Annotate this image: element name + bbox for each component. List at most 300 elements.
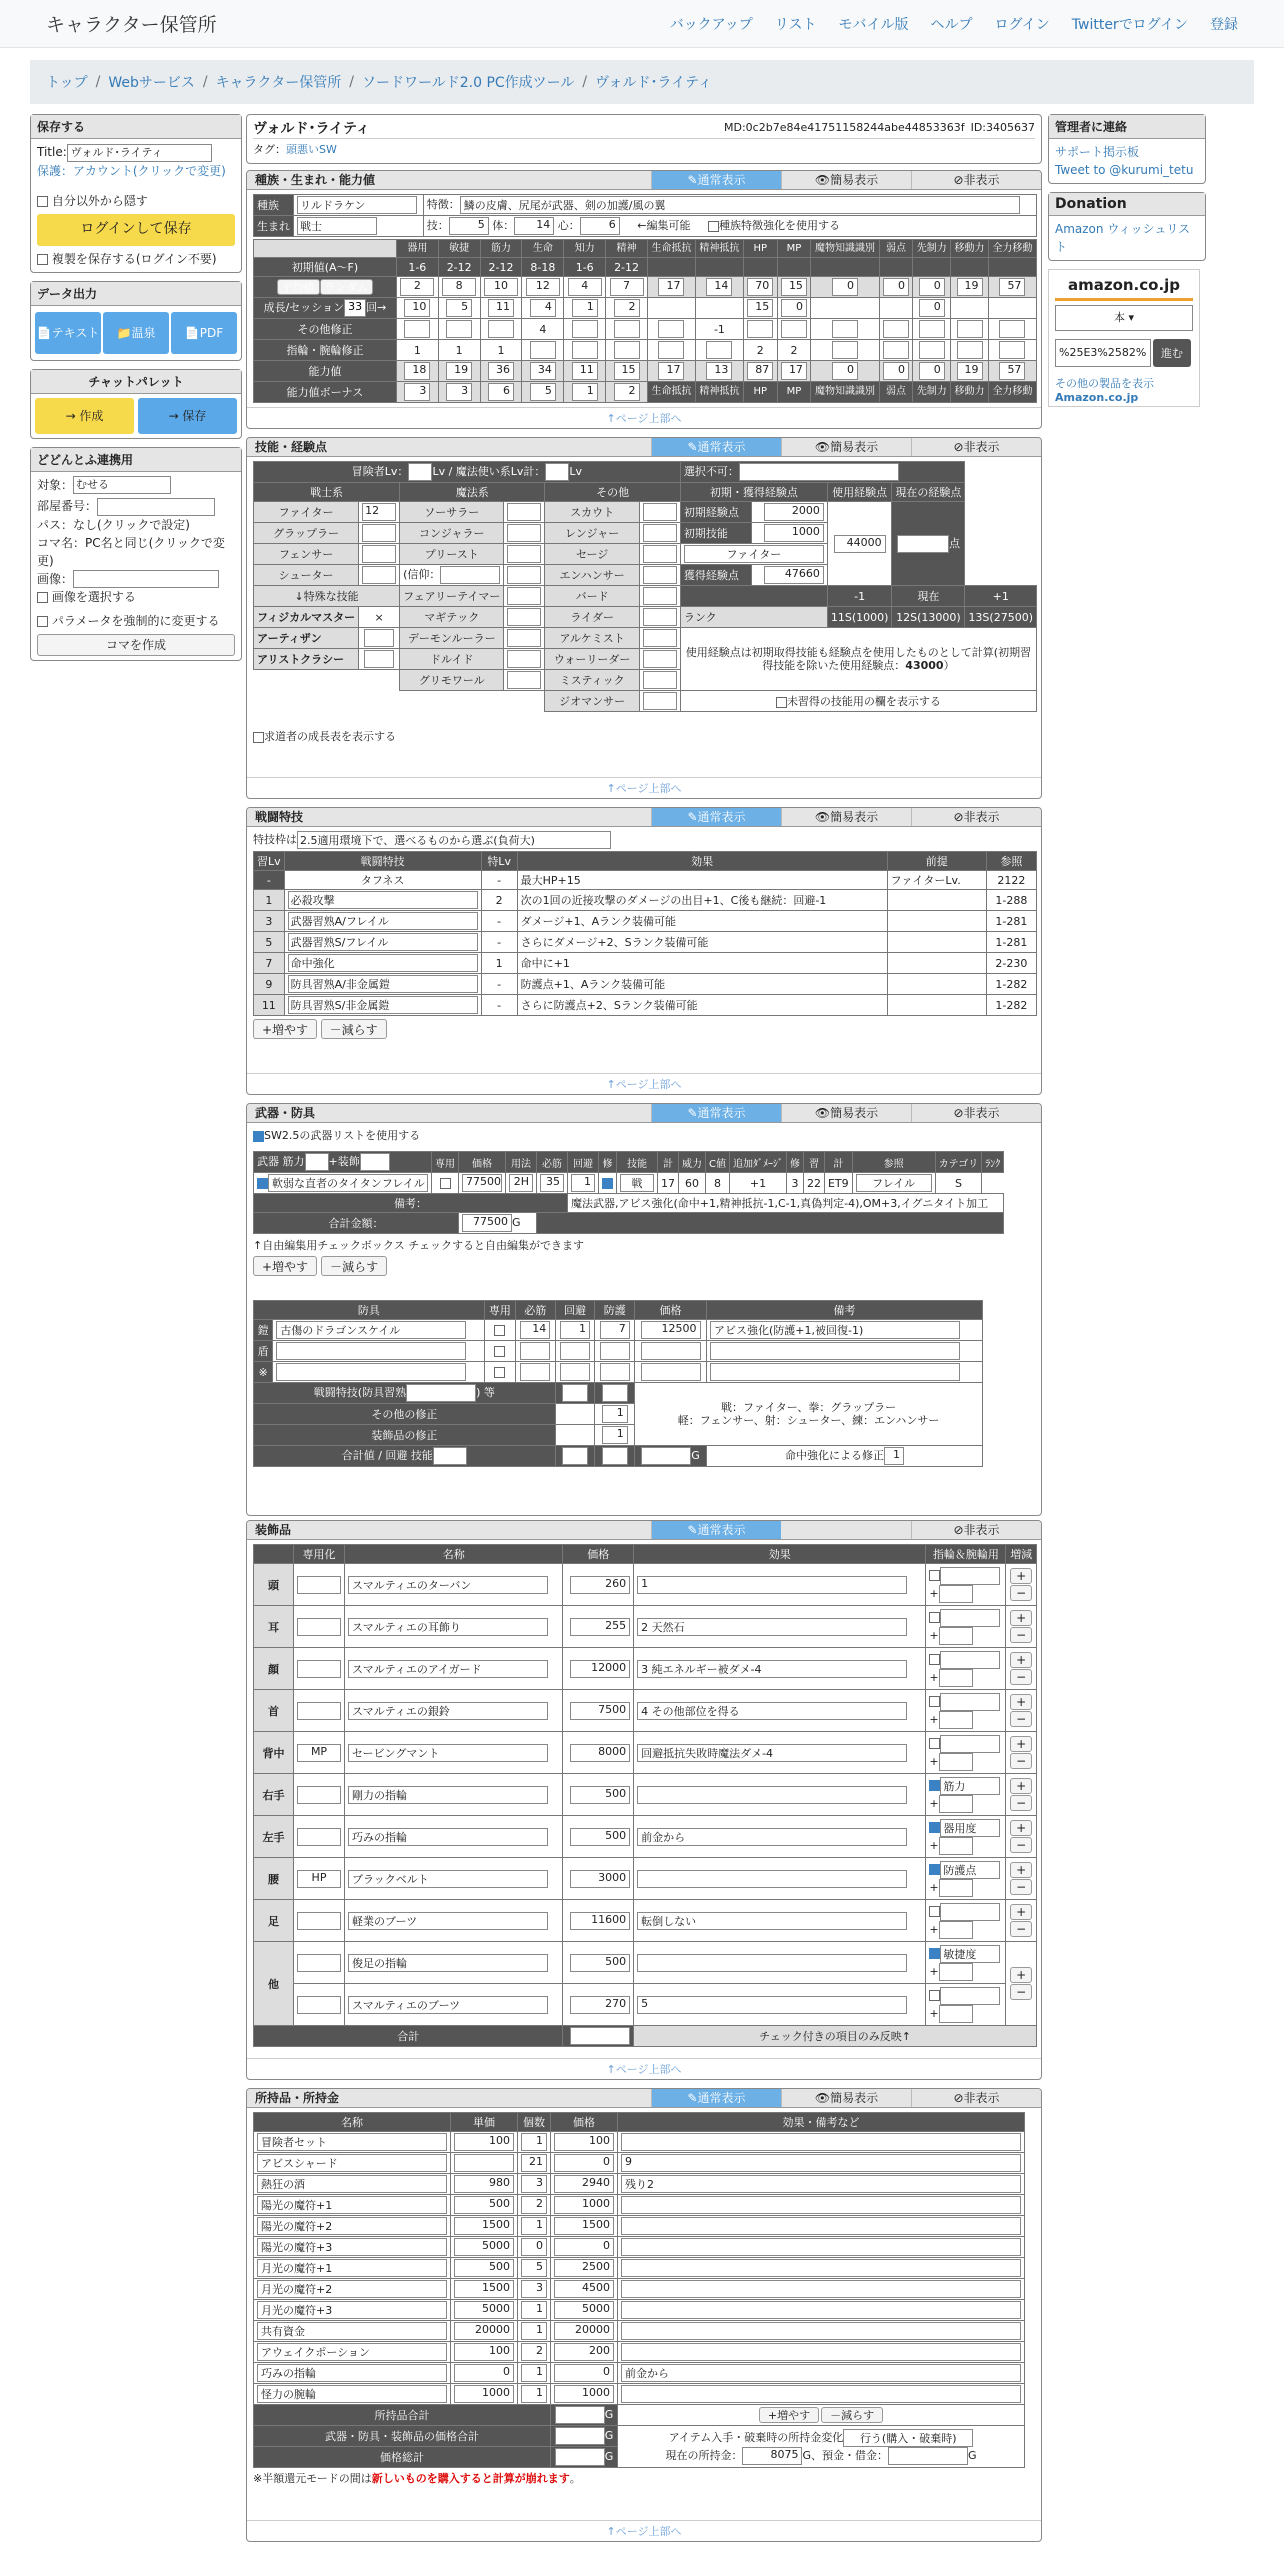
war-skill-level[interactable] — [362, 524, 396, 542]
other-skill-level[interactable] — [643, 650, 677, 668]
nav-link[interactable]: バックアップ — [669, 16, 753, 33]
item-num[interactable]: 0 — [554, 2364, 614, 2382]
item-num[interactable]: 2 — [521, 2343, 547, 2361]
init-select[interactable]: 10 — [484, 278, 518, 296]
war-skill-level[interactable] — [362, 566, 396, 584]
acc-ring-select[interactable] — [940, 1651, 1000, 1669]
feats-pagetop-link[interactable]: ↑ページ上部へ — [247, 1073, 1041, 1094]
armor-name[interactable]: 古傷のドラゴンスケイル — [276, 1321, 466, 1339]
acc-effect[interactable]: 転倒しない — [637, 1912, 907, 1930]
acc-special-select[interactable] — [297, 1828, 341, 1846]
armor-def[interactable] — [600, 1363, 630, 1381]
amazon-other-link2[interactable]: Amazon.co.jp — [1055, 391, 1139, 404]
acc-price[interactable]: 11600 — [570, 1912, 630, 1930]
acc-plus-button[interactable]: + — [1010, 1967, 1032, 1983]
hit-value[interactable]: 1 — [884, 1447, 904, 1465]
weapon-need[interactable]: 35 — [540, 1174, 564, 1192]
armor-feat-select[interactable]: 非金属鎧 — [406, 1384, 476, 1402]
item-inc-button[interactable]: +増やす — [759, 2407, 819, 2423]
other-input[interactable] — [999, 320, 1025, 338]
title-input[interactable]: ヴォルド･ライティ — [67, 144, 212, 162]
acc-pagetop-link[interactable]: ↑ページ上部へ — [247, 2058, 1041, 2079]
acc-minus-button[interactable]: − — [1010, 1669, 1032, 1685]
feat-name-select[interactable]: 必殺攻撃 — [288, 891, 478, 909]
acc-effect[interactable]: 1 — [637, 1576, 907, 1594]
other-skill-level[interactable] — [643, 692, 677, 710]
acc-ring-checkbox[interactable] — [929, 1738, 940, 1749]
acc-ring-select[interactable] — [940, 1987, 1000, 2005]
armor-own-checkbox[interactable] — [494, 1325, 505, 1336]
nav-link[interactable]: Twitterでログイン — [1071, 16, 1188, 33]
make-koma-button[interactable]: コマを作成 — [37, 634, 235, 656]
init-value[interactable]: 14 — [706, 278, 732, 296]
acc-ring-checkbox[interactable] — [929, 1612, 940, 1623]
other-skill-level[interactable] — [643, 608, 677, 626]
init-skill-select[interactable]: ファイター — [684, 545, 824, 563]
acc-special-select[interactable] — [297, 1786, 341, 1804]
armor-price[interactable] — [641, 1342, 701, 1360]
feat-dec-button[interactable]: －減らす — [321, 1019, 387, 1039]
acc-price[interactable]: 3000 — [570, 1870, 630, 1888]
acc-effect[interactable]: 2 天然石 — [637, 1618, 907, 1636]
feats-normal-tab[interactable]: ✎通常表示 — [651, 808, 781, 826]
pdf-output-button[interactable]: 📄 PDF — [171, 312, 237, 354]
items-pagetop-link[interactable]: ↑ページ上部へ — [247, 2520, 1041, 2541]
other-input[interactable] — [572, 320, 598, 338]
mag-skill-level[interactable] — [507, 503, 541, 521]
acc-name[interactable]: 巧みの指輪 — [348, 1828, 548, 1846]
item-effect[interactable] — [621, 2133, 1021, 2151]
nav-link[interactable]: ログイン — [994, 16, 1050, 33]
armor-skill-select[interactable]: 戦 — [433, 1447, 467, 1465]
now-exp[interactable]: 6660 — [897, 535, 949, 553]
mag-skill-level[interactable] — [507, 671, 541, 689]
other-input[interactable] — [404, 320, 430, 338]
item-effect[interactable] — [621, 2259, 1021, 2277]
acc-ring-checkbox[interactable] — [929, 1654, 940, 1665]
arts-value[interactable]: 1 — [455, 343, 463, 357]
acc-minus-button[interactable]: − — [1010, 1837, 1032, 1853]
acc-price[interactable]: 500 — [570, 1954, 630, 1972]
crumb-link[interactable]: Webサービス — [108, 75, 195, 91]
other-skill-level[interactable] — [643, 524, 677, 542]
mag-skill-level[interactable] — [507, 524, 541, 542]
init-value[interactable]: 17 — [658, 278, 684, 296]
growth-value[interactable]: 4 — [530, 299, 556, 317]
arts-value[interactable]: 1 — [413, 343, 421, 357]
item-effect[interactable] — [621, 2280, 1021, 2298]
acc-ring-select[interactable]: 器用度 — [940, 1819, 1000, 1837]
acc-plus-button[interactable]: + — [1010, 1736, 1032, 1752]
crumb-link[interactable]: キャラクター保管所 — [215, 75, 342, 91]
acc-price[interactable]: 255 — [570, 1618, 630, 1636]
skills-simple-tab[interactable]: 👁簡易表示 — [781, 438, 911, 456]
armor-dodge[interactable] — [560, 1363, 590, 1381]
acc-plus-button[interactable]: + — [1010, 1820, 1032, 1836]
arts-value[interactable]: 1 — [497, 343, 505, 357]
now-money[interactable]: 8075 — [742, 2447, 802, 2465]
hide-checkbox[interactable] — [37, 196, 48, 207]
item-num[interactable]: 3 — [521, 2175, 547, 2193]
used-exp[interactable]: 44000 — [834, 535, 886, 553]
war-skill-level[interactable]: 12 — [362, 503, 396, 521]
acc-effect[interactable] — [637, 1954, 907, 1972]
armor-note[interactable] — [710, 1342, 960, 1360]
acc-minus-button[interactable]: − — [1010, 1984, 1032, 2000]
weapons-normal-tab[interactable]: ✎通常表示 — [651, 1104, 781, 1122]
item-num[interactable]: 0 — [554, 2154, 614, 2172]
acc-effect[interactable] — [637, 1870, 907, 1888]
growth-value[interactable]: 5 — [446, 299, 472, 317]
item-num[interactable]: 980 — [454, 2175, 514, 2193]
weapon-total[interactable]: 77500 — [462, 1214, 512, 1232]
arts-input[interactable] — [832, 341, 858, 359]
growth-value[interactable]: 0 — [781, 299, 807, 317]
item-num[interactable]: 20000 — [554, 2322, 614, 2340]
growth-value[interactable]: 10 — [404, 299, 430, 317]
amazon-logo[interactable]: amazon.co.jp — [1067, 276, 1181, 294]
armor-total-price-value[interactable]: 12500 — [641, 1447, 691, 1465]
item-name[interactable]: 巧みの指輪 — [257, 2364, 447, 2382]
acc-name[interactable]: スマルティエのターバン — [348, 1576, 548, 1594]
acc-normal-tab[interactable]: ✎通常表示 — [651, 1521, 781, 1539]
arts-input[interactable] — [658, 341, 684, 359]
mag-skill-level[interactable] — [507, 566, 541, 584]
acc-special-select[interactable] — [297, 1996, 341, 2014]
acc-plus-button[interactable]: + — [1010, 1568, 1032, 1584]
item-num[interactable]: 0 — [554, 2238, 614, 2256]
item-num[interactable]: 3 — [521, 2280, 547, 2298]
amazon-go-button[interactable]: 進む — [1153, 339, 1191, 367]
init-select[interactable]: 2 — [400, 278, 434, 296]
feat-name-select[interactable]: 防具習熟A/非金属鎧 — [288, 975, 478, 993]
arts-value[interactable]: 2 — [756, 343, 764, 357]
category-select[interactable]: 本 ▾ — [1055, 305, 1193, 331]
item-num[interactable]: 1 — [521, 2301, 547, 2319]
mag-skill-level[interactable] — [507, 608, 541, 626]
item-num[interactable]: 1500 — [454, 2280, 514, 2298]
acc-ring-value[interactable] — [939, 1837, 973, 1855]
acc-plus-button[interactable]: + — [1010, 1610, 1032, 1626]
feat-name-select[interactable]: 防具習熟S/非金属鎧 — [288, 996, 478, 1014]
armor-own-checkbox[interactable] — [494, 1346, 505, 1357]
other-skill-level[interactable] — [643, 566, 677, 584]
race-select[interactable]: リルドラケン — [297, 196, 417, 214]
acc-ring-value[interactable] — [939, 1711, 973, 1729]
acc-ring-checkbox[interactable] — [929, 1570, 940, 1581]
init-value[interactable]: 0 — [919, 278, 945, 296]
other-skill-level[interactable] — [643, 629, 677, 647]
acc-ring-value[interactable] — [939, 1669, 973, 1687]
item-name[interactable]: 月光の魔符+2 — [257, 2280, 447, 2298]
armor-price[interactable]: 12500 — [641, 1321, 701, 1339]
acc-plus-button[interactable]: + — [1010, 1694, 1032, 1710]
growth-value[interactable]: 11 — [488, 299, 514, 317]
got-exp-input[interactable]: 47660 — [764, 566, 824, 584]
acc-minus-button[interactable]: − — [1010, 1795, 1032, 1811]
item-num[interactable]: 500 — [454, 2196, 514, 2214]
item-effect[interactable] — [621, 2385, 1021, 2403]
init-select[interactable]: 7 — [610, 278, 644, 296]
init-value[interactable]: 70 — [747, 278, 773, 296]
acc-minus-button[interactable]: − — [1010, 1753, 1032, 1769]
weapon-price[interactable]: 77500 — [462, 1174, 502, 1192]
acc-effect[interactable]: 回避抵抗失敗時魔法ダメ-4 — [637, 1744, 907, 1762]
force-checkbox[interactable] — [37, 616, 48, 627]
arts-input[interactable] — [530, 341, 556, 359]
acc-ring-select[interactable]: 敏捷度 — [940, 1945, 1000, 1963]
init-value[interactable]: 0 — [832, 278, 858, 296]
feat-inc-button[interactable]: +増やす — [253, 1019, 317, 1039]
other-skill-level[interactable] — [643, 587, 677, 605]
acc-name[interactable]: ブラックベルト — [348, 1870, 548, 1888]
item-num[interactable]: 5 — [521, 2259, 547, 2277]
acc-name[interactable]: スマルティエの耳飾り — [348, 1618, 548, 1636]
acc-ring-checkbox[interactable] — [929, 1948, 940, 1959]
item-effect[interactable]: 前金から — [621, 2364, 1021, 2382]
acc-ring-select[interactable] — [940, 1903, 1000, 1921]
acc-effect[interactable] — [637, 1786, 907, 1804]
other-input[interactable] — [747, 320, 773, 338]
crumb-link[interactable]: ソードワールド2.0 PC作成ツール — [362, 75, 575, 91]
tai-input[interactable]: 14 — [514, 217, 554, 235]
acc-minus-button[interactable]: − — [1010, 1711, 1032, 1727]
acc-ring-checkbox[interactable] — [929, 1990, 940, 2001]
weapon-use[interactable]: 2H — [509, 1174, 533, 1192]
items-simple-tab[interactable]: 👁簡易表示 — [781, 2089, 911, 2107]
arts-input[interactable] — [919, 341, 945, 359]
tag-link[interactable]: 頭悪いSW — [286, 143, 337, 156]
acc-ring-checkbox[interactable] — [929, 1864, 940, 1875]
growth-value[interactable]: 2 — [614, 299, 640, 317]
acc-ring-checkbox[interactable] — [929, 1906, 940, 1917]
feat-name-select[interactable]: 命中強化 — [288, 954, 478, 972]
init-exp-input[interactable]: 2000 — [764, 503, 824, 521]
growth-checkbox[interactable] — [253, 732, 264, 743]
noselect-input[interactable] — [739, 463, 899, 481]
item-name[interactable]: 陽光の魔符+2 — [257, 2217, 447, 2235]
item-num[interactable]: 100 — [454, 2133, 514, 2151]
armor-other-input[interactable]: 1 — [602, 1405, 628, 1423]
koma-link[interactable]: コマ名：PC名と同じ(クリックで変更) — [37, 535, 225, 568]
item-effect[interactable] — [621, 2238, 1021, 2256]
acc-name[interactable]: スマルティエの銀鈴 — [348, 1702, 548, 1720]
mag-skill-level[interactable] — [507, 629, 541, 647]
shin-input[interactable]: 6 — [580, 217, 620, 235]
war-skill-level[interactable] — [362, 545, 396, 563]
image-input[interactable] — [73, 570, 219, 588]
acc-effect[interactable]: 5 — [637, 1996, 907, 2014]
acc-special-select[interactable] — [297, 1618, 341, 1636]
acc-ring-select[interactable] — [940, 1609, 1000, 1627]
weapons-simple-tab[interactable]: 👁簡易表示 — [781, 1104, 911, 1122]
other-input[interactable] — [781, 320, 807, 338]
item-num[interactable]: 0 — [521, 2238, 547, 2256]
init-select[interactable]: 8 — [442, 278, 476, 296]
acc-ring-checkbox[interactable] — [929, 1696, 940, 1707]
special-skill-select[interactable] — [364, 650, 394, 668]
room-input[interactable] — [97, 498, 215, 516]
item-num[interactable]: 5000 — [454, 2238, 514, 2256]
item-num[interactable]: 2 — [521, 2196, 547, 2214]
magic-level[interactable]: 0 — [545, 463, 569, 481]
race-simple-tab[interactable]: 👁簡易表示 — [781, 171, 911, 189]
acc-ring-select[interactable] — [940, 1567, 1000, 1585]
arts-input[interactable] — [999, 341, 1025, 359]
select-image-checkbox[interactable] — [37, 592, 48, 603]
arts-input[interactable] — [572, 341, 598, 359]
item-num[interactable]: 0 — [454, 2364, 514, 2382]
item-num[interactable]: 500 — [454, 2259, 514, 2277]
armor-def[interactable] — [600, 1342, 630, 1360]
path-link[interactable]: パス：なし(クリックで設定) — [37, 517, 190, 532]
acc-price[interactable]: 8000 — [570, 1744, 630, 1762]
other-skill-level[interactable] — [643, 671, 677, 689]
acc-ring-checkbox[interactable] — [929, 1780, 940, 1791]
item-effect[interactable] — [621, 2301, 1021, 2319]
acc-price[interactable]: 500 — [570, 1828, 630, 1846]
acc-price[interactable]: 7500 — [570, 1702, 630, 1720]
other-input[interactable] — [446, 320, 472, 338]
armor-note[interactable]: アビス強化(防護+1,被回復-1) — [710, 1321, 960, 1339]
crumb-link[interactable]: トップ — [46, 75, 88, 91]
avg-button[interactable]: 平均値 — [277, 279, 320, 295]
mag-skill-level[interactable] — [507, 587, 541, 605]
login-save-button[interactable]: ログインして保存 — [37, 214, 235, 246]
item-num[interactable]: 1 — [521, 2133, 547, 2151]
race-normal-tab[interactable]: ✎通常表示 — [651, 171, 781, 189]
acc-plus-button[interactable]: + — [1010, 1778, 1032, 1794]
arts-input[interactable] — [957, 341, 983, 359]
feats-hidden-tab[interactable]: ⊘非表示 — [911, 808, 1041, 826]
nav-link[interactable]: ヘルプ — [930, 16, 973, 33]
skills-hidden-tab[interactable]: ⊘非表示 — [911, 438, 1041, 456]
acc-price[interactable]: 12000 — [570, 1660, 630, 1678]
armor-def[interactable]: 7 — [600, 1321, 630, 1339]
weapon-acc[interactable]: 1 — [571, 1174, 595, 1192]
armor-feat-value2[interactable]: 4 — [602, 1384, 628, 1402]
weapon-inc-button[interactable]: +増やす — [253, 1256, 317, 1276]
acc-minus-button[interactable]: − — [1010, 1921, 1032, 1937]
armor-total-def-value[interactable]: 13 — [602, 1447, 628, 1465]
feat-name-select[interactable]: 武器習熟A/フレイル — [288, 912, 478, 930]
item-name[interactable]: アビスシャード — [257, 2154, 447, 2172]
acc-effect[interactable]: 3 純エネルギー被ダメ-4 — [637, 1660, 907, 1678]
weapon-cat-select[interactable]: フレイル — [856, 1174, 932, 1192]
nav-link[interactable]: リスト — [774, 16, 817, 33]
skills-normal-tab[interactable]: ✎通常表示 — [651, 438, 781, 456]
item-num[interactable]: 2500 — [554, 2259, 614, 2277]
feat-rule-select[interactable]: 2.5適用環境下で、選べるものから選ぶ(負荷大) — [297, 831, 611, 849]
item-num[interactable]: 1000 — [554, 2196, 614, 2214]
init-value[interactable]: 15 — [781, 278, 807, 296]
item-num[interactable]: 200 — [554, 2343, 614, 2361]
init-skill-input[interactable]: 1000 — [764, 524, 824, 542]
special-skill-select[interactable] — [364, 629, 394, 647]
weapon-str[interactable]: 36 — [305, 1153, 329, 1171]
acc-name[interactable]: セービングマント — [348, 1744, 548, 1762]
armor-need[interactable]: 14 — [520, 1321, 550, 1339]
other-input[interactable] — [614, 320, 640, 338]
other-value[interactable]: 4 — [539, 322, 547, 336]
acc-ring-checkbox[interactable] — [929, 1822, 940, 1833]
sw25-checkbox[interactable] — [253, 1131, 264, 1142]
arts-value[interactable]: 2 — [790, 343, 798, 357]
armor-feat-value1[interactable]: 0 — [562, 1384, 588, 1402]
item-name[interactable]: 怪力の腕輪 — [257, 2385, 447, 2403]
acc-special-select[interactable] — [297, 1702, 341, 1720]
init-value[interactable]: 0 — [883, 278, 909, 296]
acc-minus-button[interactable]: − — [1010, 1879, 1032, 1895]
other-skill-level[interactable] — [643, 545, 677, 563]
acc-price[interactable]: 260 — [570, 1576, 630, 1594]
gi-input[interactable]: 5 — [449, 217, 489, 235]
other-input[interactable] — [658, 320, 684, 338]
race-feature-checkbox[interactable] — [708, 221, 719, 232]
copy-save-checkbox[interactable] — [37, 254, 48, 265]
item-num[interactable]: 20000 — [454, 2322, 514, 2340]
acc-ring-value[interactable] — [939, 1921, 973, 1939]
protect-link[interactable]: 保護：アカウント(クリックで変更) — [37, 163, 226, 178]
item-num[interactable]: 1 — [521, 2385, 547, 2403]
item-num[interactable]: 100 — [554, 2133, 614, 2151]
acc-name[interactable]: 軽業のブーツ — [348, 1912, 548, 1930]
onsen-output-button[interactable]: 📁 温泉 — [103, 312, 169, 354]
crumb-link[interactable]: ヴォルド･ライティ — [595, 75, 713, 91]
arts-input[interactable] — [706, 341, 732, 359]
item-name[interactable]: 冒険者セット — [257, 2133, 447, 2151]
item-num[interactable]: 1000 — [454, 2385, 514, 2403]
acc-special-select[interactable]: MP — [297, 1744, 341, 1762]
mag-skill-level[interactable] — [507, 650, 541, 668]
item-name[interactable]: 陽光の魔符+3 — [257, 2238, 447, 2256]
item-num[interactable]: 5000 — [454, 2301, 514, 2319]
other-input[interactable] — [957, 320, 983, 338]
item-num[interactable]: 100 — [454, 2343, 514, 2361]
init-select[interactable]: 4 — [568, 278, 602, 296]
item-num[interactable]: 1000 — [554, 2385, 614, 2403]
item-name[interactable]: 熱狂の酒 — [257, 2175, 447, 2193]
race-pagetop-link[interactable]: ↑ページ上部へ — [247, 407, 1041, 428]
acc-special-select[interactable] — [297, 1912, 341, 1930]
item-name[interactable]: 共有資金 — [257, 2322, 447, 2340]
feats-simple-tab[interactable]: 👁簡易表示 — [781, 808, 911, 826]
other-input[interactable] — [488, 320, 514, 338]
item-num[interactable]: 1 — [521, 2322, 547, 2340]
acc-price[interactable]: 270 — [570, 1996, 630, 2014]
acc-ring-value[interactable] — [939, 1627, 973, 1645]
acc-ring-value[interactable] — [939, 1795, 973, 1813]
growth-value[interactable]: 15 — [747, 299, 773, 317]
growth-value[interactable]: 0 — [919, 299, 945, 317]
amazon-other-link[interactable]: その他の製品を表示 — [1055, 377, 1154, 390]
acc-price[interactable]: 500 — [570, 1786, 630, 1804]
acc-total[interactable]: 44385 — [570, 2027, 630, 2045]
skills-pagetop-link[interactable]: ↑ページ上部へ — [247, 777, 1041, 798]
other-skill-level[interactable] — [643, 503, 677, 521]
random-button[interactable]: ランダム — [320, 279, 374, 295]
other-input[interactable] — [919, 320, 945, 338]
item-num[interactable]: 5000 — [554, 2301, 614, 2319]
race-hidden-tab[interactable]: ⊘非表示 — [911, 171, 1041, 189]
item-effect[interactable] — [621, 2196, 1021, 2214]
acc-ring-value[interactable] — [939, 1753, 973, 1771]
armor-price[interactable] — [641, 1363, 701, 1381]
nav-link[interactable]: モバイル版 — [838, 16, 909, 33]
growth-value[interactable]: 1 — [572, 299, 598, 317]
unlearned-checkbox[interactable] — [776, 697, 787, 708]
weapon-own-checkbox[interactable] — [440, 1178, 451, 1189]
